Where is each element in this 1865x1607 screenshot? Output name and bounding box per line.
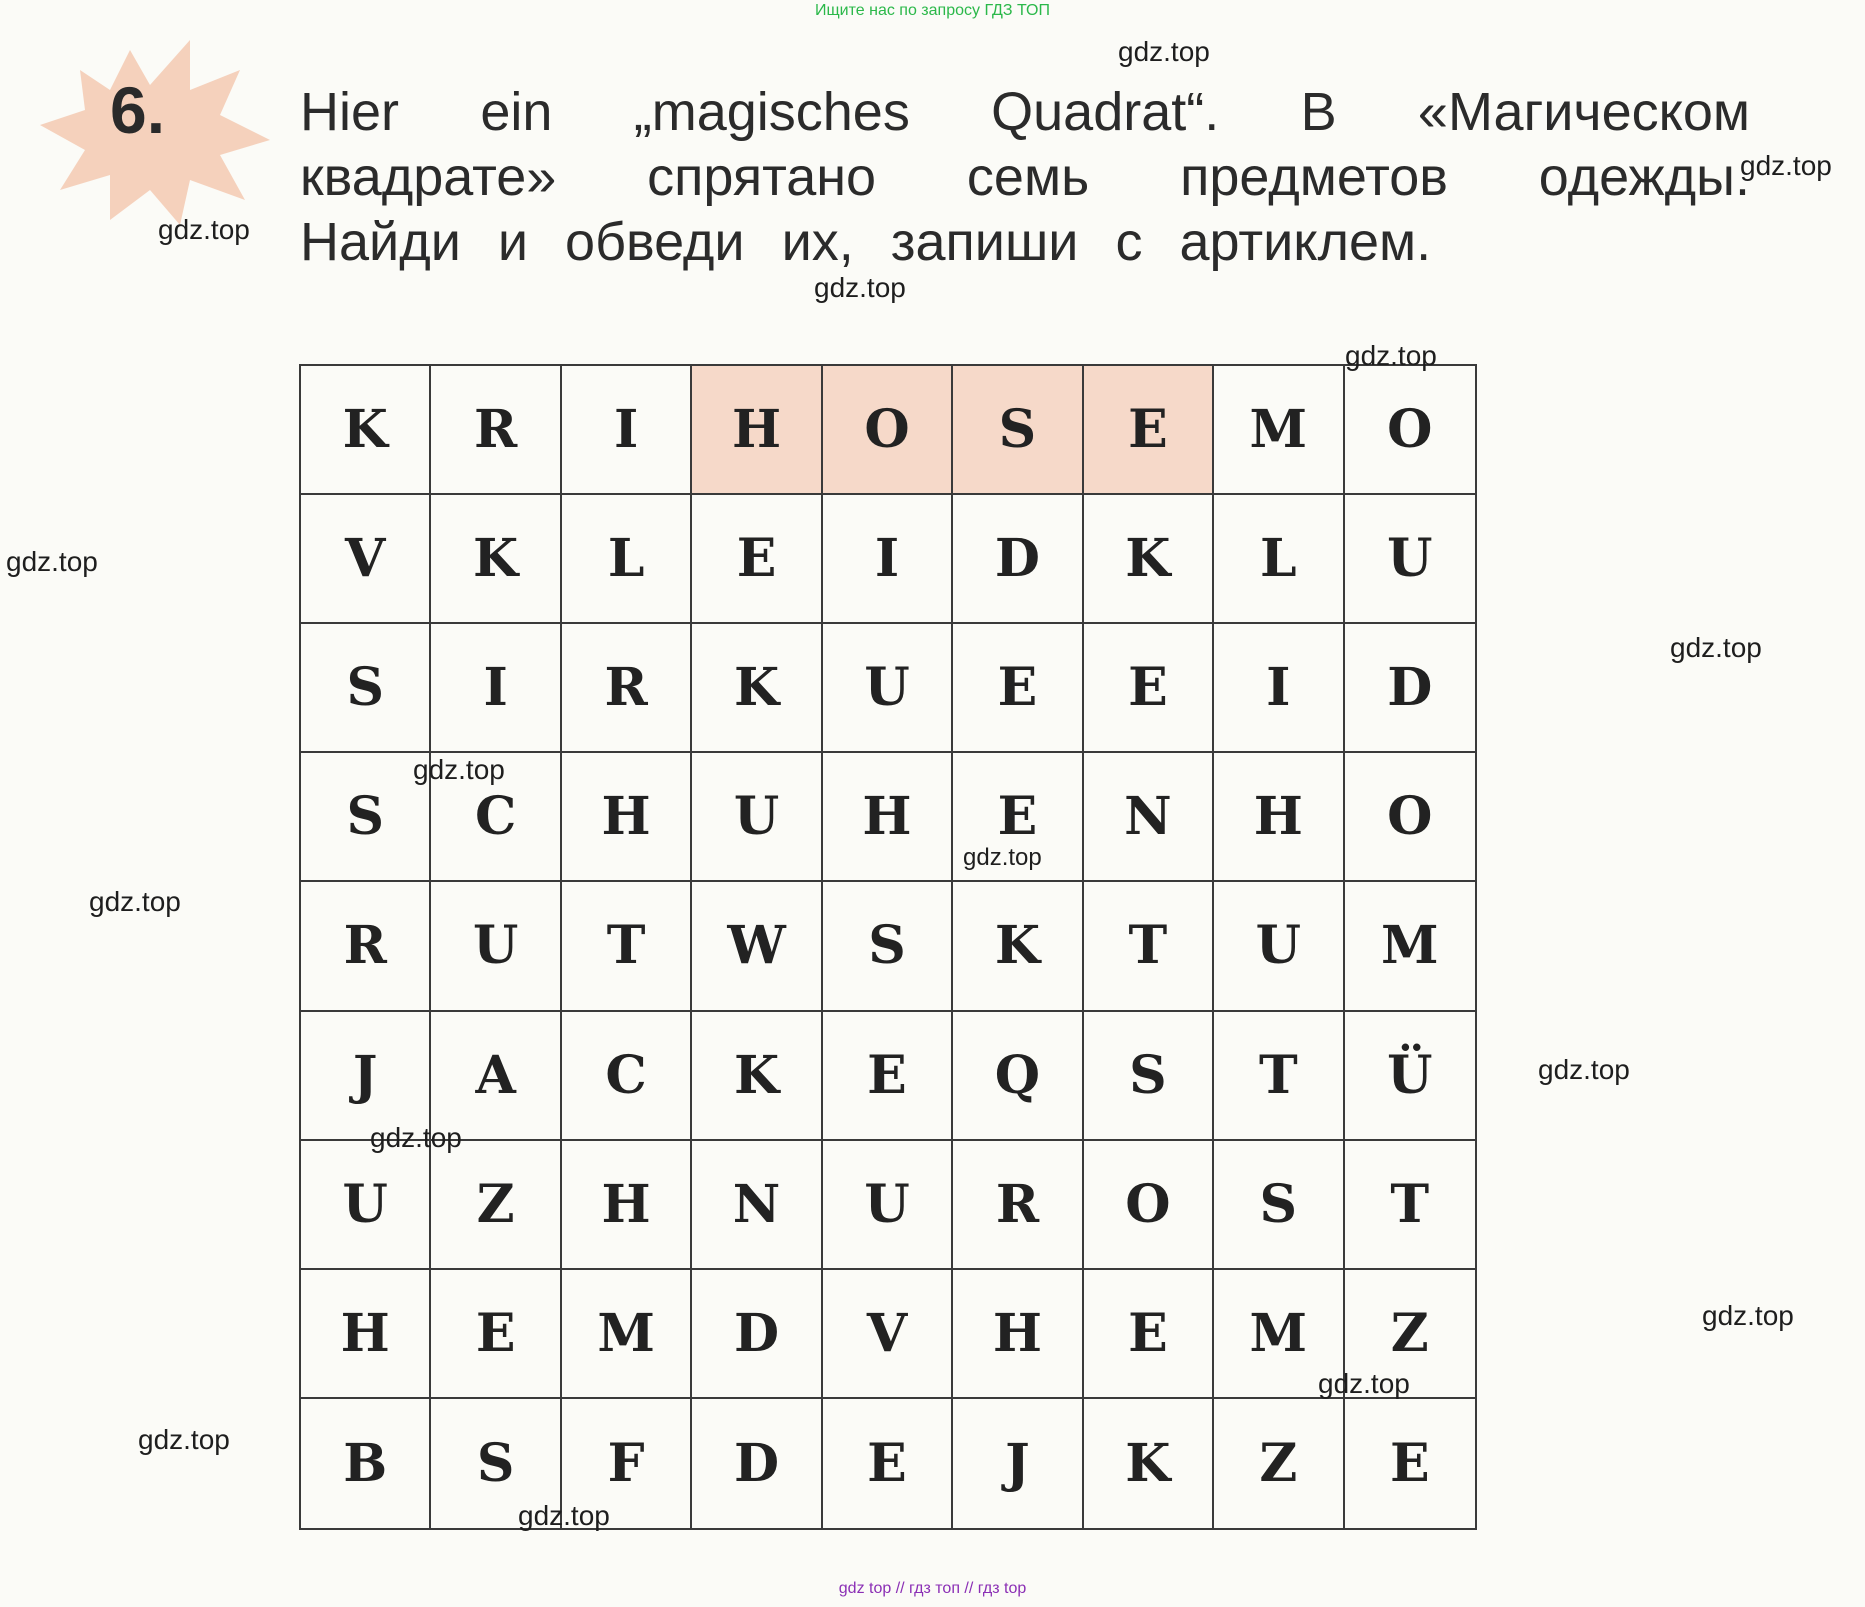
grid-cell: S: [823, 882, 953, 1011]
grid-cell: O: [1345, 366, 1475, 495]
grid-cell: N: [692, 1141, 822, 1270]
grid-cell: K: [1084, 1399, 1214, 1528]
grid-cell: B: [301, 1399, 431, 1528]
grid-cell: U: [1345, 495, 1475, 624]
watermark: gdz.top: [1118, 36, 1210, 67]
watermark: gdz.top: [1702, 1300, 1794, 1331]
grid-cell: H: [823, 753, 953, 882]
grid-cell: K: [692, 624, 822, 753]
grid-cell: O: [1084, 1141, 1214, 1270]
grid-cell: E: [953, 624, 1083, 753]
grid-cell: E: [823, 1399, 953, 1528]
watermark: gdz.top: [6, 546, 98, 577]
grid-cell: H: [301, 1270, 431, 1399]
grid-cell: V: [301, 495, 431, 624]
grid-cell: D: [1345, 624, 1475, 753]
grid-cell: K: [953, 882, 1083, 1011]
grid-cell: H: [692, 366, 822, 495]
grid-cell: A: [431, 1012, 561, 1141]
grid-cell: D: [692, 1270, 822, 1399]
grid-cell: K: [1084, 495, 1214, 624]
grid-cell: S: [1084, 1012, 1214, 1141]
grid-cell: I: [1214, 624, 1344, 753]
watermark: gdz.top: [518, 1500, 610, 1531]
grid-cell: N: [1084, 753, 1214, 882]
grid-cell: J: [953, 1399, 1083, 1528]
search-hint: Ищите нас по запросу ГДЗ ТОП: [815, 2, 1050, 19]
footer-watermark: gdz top // гдз топ // гдз top: [838, 1580, 1027, 1597]
instruction-line-3: Найди и обведи их, запиши с артиклем.: [300, 212, 1432, 272]
grid-cell: Z: [431, 1141, 561, 1270]
instruction-line-2: квадрате» спрятано семь предметов одежды.: [300, 147, 1750, 207]
grid-cell: D: [953, 495, 1083, 624]
watermark: gdz.top: [814, 272, 906, 303]
grid-cell: H: [562, 753, 692, 882]
grid-cell: U: [692, 753, 822, 882]
grid-cell: J: [301, 1012, 431, 1141]
grid-cell: Z: [1214, 1399, 1344, 1528]
grid-cell: U: [823, 624, 953, 753]
grid-cell: W: [692, 882, 822, 1011]
grid-cell: S: [301, 753, 431, 882]
grid-cell: E: [1389, 1432, 1430, 1494]
grid-cell: U: [1214, 882, 1344, 1011]
grid-cell: R: [953, 1141, 1083, 1270]
grid-cell: K: [692, 1012, 822, 1141]
grid-cell: U: [431, 882, 561, 1011]
grid-cell: S: [953, 366, 1083, 495]
watermark: gdz.top: [963, 844, 1042, 871]
grid-cell: S: [431, 1399, 561, 1528]
grid-cell: D: [692, 1399, 822, 1528]
grid-cell: R: [431, 366, 561, 495]
grid-cell: V: [823, 1270, 953, 1399]
grid-cell: Z: [1345, 1270, 1475, 1399]
grid-cell: Ü: [1345, 1012, 1475, 1141]
grid-cell: E: [431, 1270, 561, 1399]
grid-cell: U: [823, 1141, 953, 1270]
grid-cell: I: [823, 495, 953, 624]
task-number: 6.: [110, 73, 166, 147]
grid-cell: E: [823, 1012, 953, 1141]
grid-cell: T: [1345, 1141, 1475, 1270]
watermark: gdz.top: [1318, 1368, 1410, 1399]
magic-square-grid: [299, 364, 1477, 1530]
grid-cell: C: [431, 753, 561, 882]
grid-cell: E: [692, 495, 822, 624]
watermark: gdz.top: [1345, 340, 1437, 371]
watermark: gdz.top: [1740, 150, 1832, 181]
grid-cell: M: [562, 1270, 692, 1399]
watermark: gdz.top: [370, 1122, 462, 1153]
grid-cell: M: [1345, 882, 1475, 1011]
grid-cell: H: [562, 1141, 692, 1270]
grid-cell: K: [301, 366, 431, 495]
watermark: gdz.top: [1538, 1054, 1630, 1085]
grid-cell: O: [1345, 753, 1475, 882]
watermark: gdz.top: [138, 1424, 230, 1455]
grid-cell: R: [562, 624, 692, 753]
grid-cell: H: [953, 1270, 1083, 1399]
instruction-line-1: Hier ein „magisches Quadrat“. В «Магическом: [300, 82, 1750, 142]
grid-cell: E: [1084, 1270, 1214, 1399]
grid-cell: E: [1084, 366, 1214, 495]
grid-cell: L: [1214, 495, 1344, 624]
grid-cell: T: [1084, 882, 1214, 1011]
grid-cell: I: [562, 366, 692, 495]
grid-cell: M: [1214, 366, 1344, 495]
grid-cell: E: [1084, 624, 1214, 753]
grid-cell: T: [1214, 1012, 1344, 1141]
grid-cell: L: [562, 495, 692, 624]
grid-cell: I: [431, 624, 561, 753]
grid-cell: M: [1214, 1270, 1344, 1399]
grid-cell: Q: [953, 1012, 1083, 1141]
grid-cell: E: [953, 753, 1083, 882]
grid-cell: S: [301, 624, 431, 753]
grid-cell: F: [562, 1399, 692, 1528]
grid-cell: C: [562, 1012, 692, 1141]
watermark: gdz.top: [413, 754, 505, 785]
grid-cell: R: [301, 882, 431, 1011]
watermark: gdz.top: [158, 214, 250, 245]
watermark: gdz.top: [89, 886, 181, 917]
grid-cell: K: [431, 495, 561, 624]
grid-cell: S: [1214, 1141, 1344, 1270]
task-instruction: [300, 80, 1750, 275]
watermark: gdz.top: [1670, 632, 1762, 663]
grid-cell: O: [823, 366, 953, 495]
grid-cell: U: [301, 1141, 431, 1270]
grid-cell: T: [562, 882, 692, 1011]
grid-cell: H: [1214, 753, 1344, 882]
